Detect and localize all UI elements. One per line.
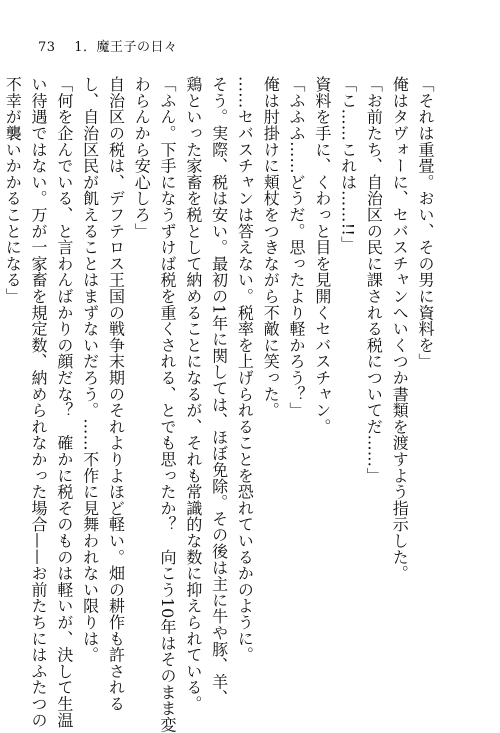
text-line: わらんから安心しろ」 — [132, 76, 152, 239]
page-number: 73 — [38, 40, 56, 55]
text-line: 鶏といった家畜を税として納めることになるが、それも常識的な数に抑えられている。 — [183, 76, 203, 712]
body-text — [0, 76, 438, 733]
text-line: 「何を企んでいる、と言わんばかりの顔だな？ 確かに税そのものは軽いが、決して生温 — [54, 76, 74, 728]
text-line: 不幸が襲いかかることになる」 — [3, 76, 23, 305]
text-line: し、自治区民が飢えることはまずないだろう。……不作に見舞われない限りは。 — [80, 76, 100, 663]
text-line: 俺はタヴォーに、セバスチャンへいくつか書類を渡すよう指示した。 — [390, 76, 410, 582]
text-line: 「お前たち、自治区の民に課される税についてだ……」 — [364, 76, 384, 484]
text-line: 「ふふふ……どうだ。思ったより軽かろう？」 — [287, 76, 307, 419]
text-line: 自治区の税は、デフテロス王国の戦争末期のそれよりよほど軽い。畑の耕作も許される — [106, 76, 126, 712]
text-line: 資料を手に、くわっと目を見開くセバスチャン。 — [312, 76, 332, 435]
text-line: ……セバスチャンは答えない。税率を上げられることを恐れているかのように。 — [235, 76, 255, 663]
chapter-title: 1．魔王子の日々 — [74, 40, 178, 55]
text-line: 「それは重畳。おい、その男に資料を」 — [416, 76, 435, 370]
text-line: そう。実際、税は安い。最初の1年に関しては、ほぼ免除。その後は主に牛や豚、羊、 — [209, 76, 229, 706]
text-line: 「こ……これは……!!」 — [338, 76, 358, 253]
text-line: 俺は肘掛けに頬杖をつきながら不敵に笑った。 — [261, 76, 281, 419]
page-header — [38, 36, 177, 55]
text-line: 「ふん。下手になうずけば税を重くされる、とでも思ったか？ 向こう10年はそのまま変 — [158, 76, 178, 733]
text-line: い待遇ではない。万が一家畜を規定数、納められなかった場合——お前たちにはふたつの — [29, 76, 49, 728]
